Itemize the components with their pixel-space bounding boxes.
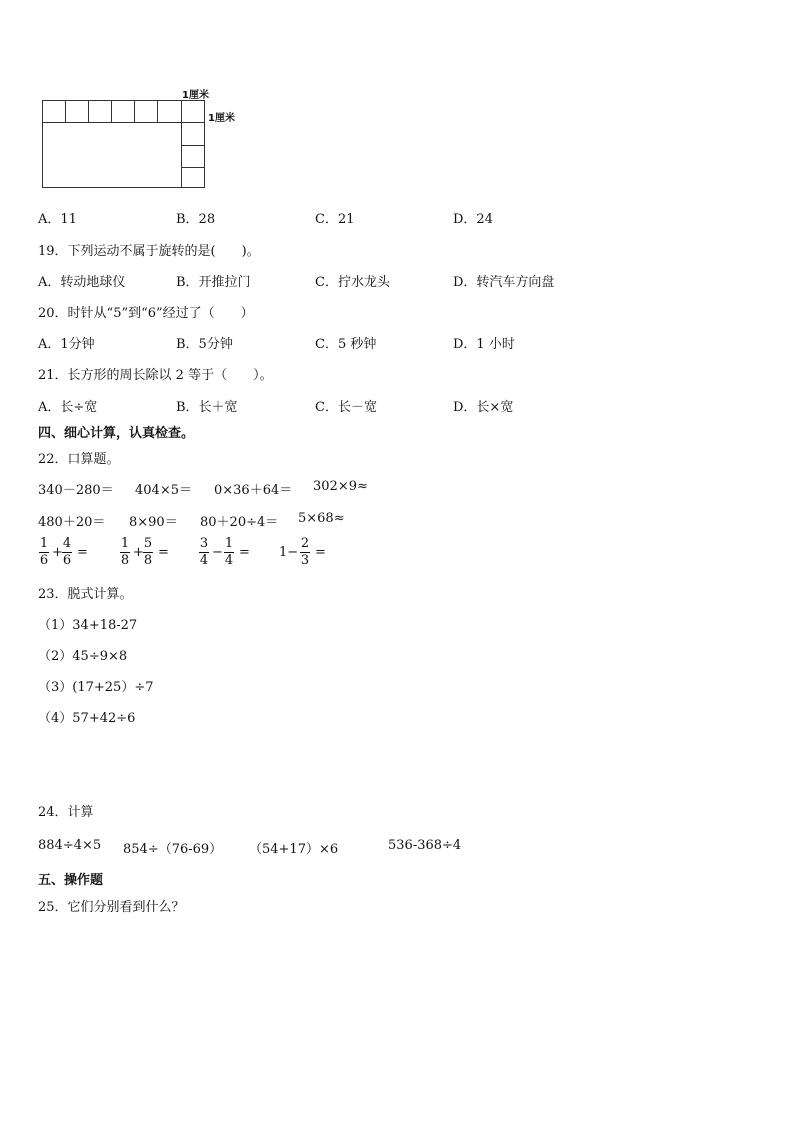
q22-row2-item1: 480＋20＝ — [38, 515, 106, 530]
q20-option-a[interactable]: A．1分钟 — [38, 337, 95, 352]
q18-option-b[interactable]: B．28 — [176, 212, 216, 227]
fraction-3-operator: − — [212, 545, 223, 560]
q19-option-a[interactable]: A．转动地球仪 — [38, 275, 126, 290]
fraction-4-2-3: 2 3 — [300, 536, 310, 568]
q24-item-3: （54+17）×6 — [249, 842, 339, 857]
section-4-title: 四、细心计算，认真检查。 — [38, 426, 195, 441]
q24-item-2: 854÷（76-69） — [123, 842, 223, 857]
q22-title: 22．口算题。 — [38, 452, 120, 467]
unit-label-right: 1厘米 — [208, 113, 235, 124]
q19-option-b[interactable]: B．开推拉门 — [176, 275, 251, 290]
fraction-2-1-8: 1 8 — [120, 536, 130, 568]
q21-option-a[interactable]: A．长÷宽 — [38, 400, 98, 415]
q24-item-4: 536-368÷4 — [388, 838, 462, 853]
q19-option-c[interactable]: C．拧水龙头 — [315, 275, 390, 290]
q23-title: 23．脱式计算。 — [38, 587, 133, 602]
q22-row1-item1: 340－280＝ — [38, 483, 114, 498]
q21-option-c[interactable]: C．长－宽 — [315, 400, 377, 415]
q21-option-b[interactable]: B．长＋宽 — [176, 400, 238, 415]
q20-question: 20．时针从“5”到“6”经过了（ ） — [38, 306, 254, 321]
fraction-2-5-8: 5 8 — [143, 536, 153, 568]
rectangle-grid-diagram — [42, 100, 205, 188]
q18-option-a[interactable]: A．11 — [38, 212, 77, 227]
q19-option-d[interactable]: D．转汽车方向盘 — [453, 275, 555, 290]
q23-item-4: （4）57+42÷6 — [38, 711, 136, 726]
q23-item-1: （1）34+18-27 — [38, 618, 138, 633]
q20-option-b[interactable]: B．5分钟 — [176, 337, 233, 352]
q22-row2-item4: 5×68≈ — [298, 511, 345, 526]
fraction-4-whole-minus: 1− — [279, 545, 299, 560]
fraction-1-1-6: 1 6 — [39, 536, 49, 568]
fraction-1-4-6: 4 6 — [62, 536, 72, 568]
fraction-1-equals: = — [77, 545, 88, 560]
q18-option-c[interactable]: C．21 — [315, 212, 355, 227]
fraction-2-equals: = — [158, 545, 169, 560]
q19-question: 19．下列运动不属于旋转的是( )。 — [38, 244, 260, 259]
unit-label-top: 1厘米 — [182, 90, 209, 101]
fraction-2-operator: + — [133, 545, 144, 560]
q20-option-c[interactable]: C．5 秒钟 — [315, 337, 377, 352]
fraction-1-operator: + — [52, 545, 63, 560]
fraction-3-equals: = — [239, 545, 250, 560]
q22-row1-item2: 404×5＝ — [135, 483, 192, 498]
q22-row2-item2: 8×90＝ — [129, 515, 178, 530]
q24-title: 24．计算 — [38, 805, 94, 820]
q25-title: 25．它们分别看到什么？ — [38, 900, 185, 915]
q23-item-2: （2）45÷9×8 — [38, 649, 128, 664]
fraction-3-3-4: 3 4 — [199, 536, 209, 568]
q20-option-d[interactable]: D．1 小时 — [453, 337, 515, 352]
q21-question: 21．长方形的周长除以 2 等于（ ）。 — [38, 368, 273, 383]
q22-row1-item3: 0×36＋64＝ — [214, 483, 293, 498]
q18-option-d[interactable]: D．24 — [453, 212, 493, 227]
fraction-4-equals: = — [315, 545, 326, 560]
q24-item-1: 884÷4×5 — [38, 838, 102, 853]
fraction-3-1-4: 1 4 — [224, 536, 234, 568]
q21-option-d[interactable]: D．长×宽 — [453, 400, 514, 415]
q23-item-3: （3）(17+25）÷7 — [38, 680, 154, 695]
q22-row2-item3: 80＋20÷4＝ — [200, 515, 279, 530]
q22-row1-item4: 302×9≈ — [313, 479, 368, 494]
section-5-title: 五、操作题 — [38, 873, 104, 888]
